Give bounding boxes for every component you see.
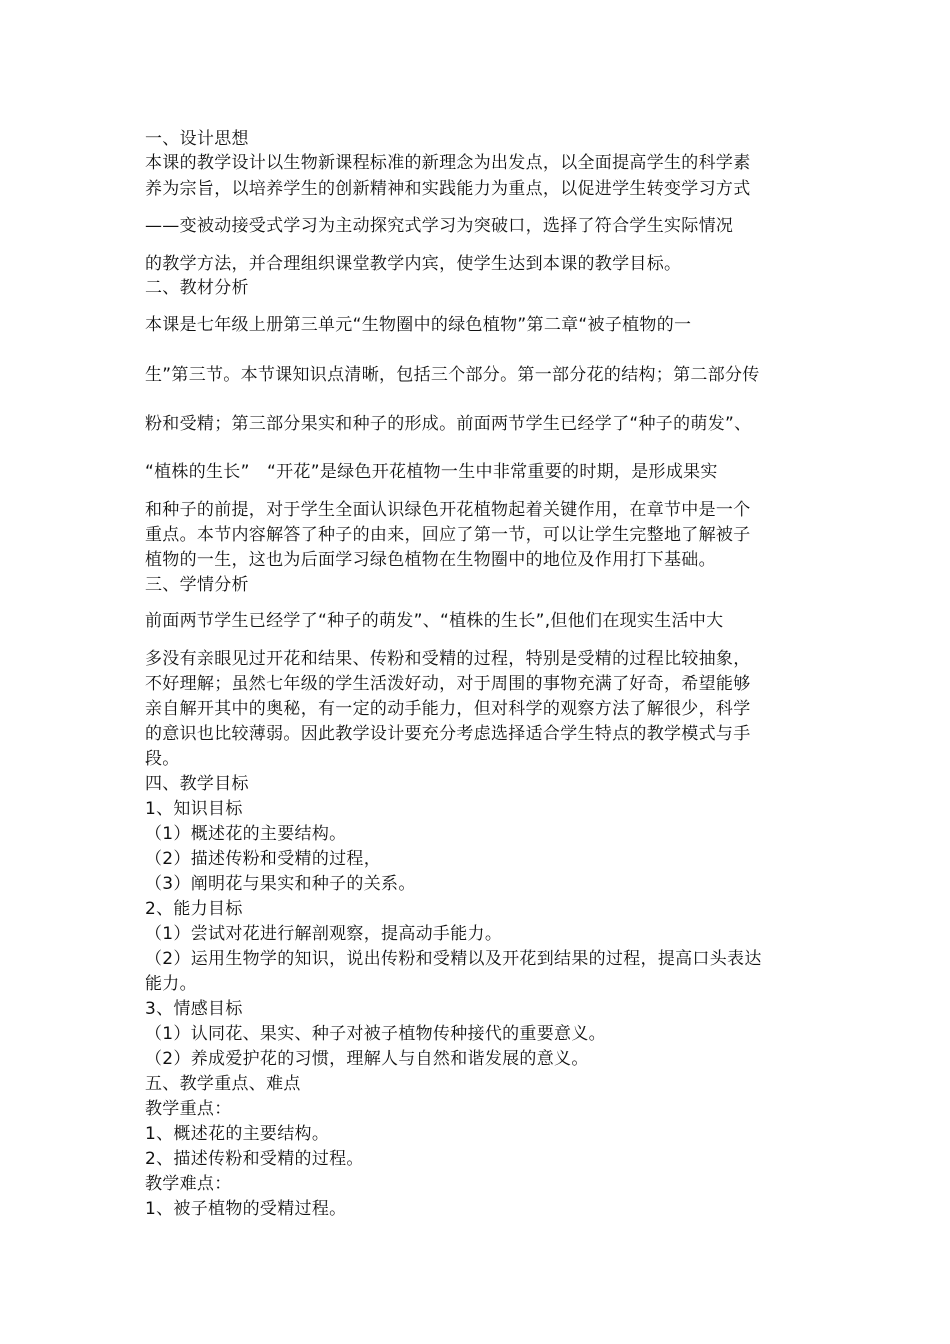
list-item: 2、描述传粉和受精的过程。 <box>145 1149 364 1169</box>
subheading-emotional-goals: 3、情感目标 <box>145 999 243 1019</box>
list-item: （1）尝试对花进行解剖观察，提高动手能力。 <box>145 924 503 944</box>
text-line: 前面两节学生已经学了“种子的萌发”、“植株的生长”,但他们在现实生活中大 <box>145 611 724 631</box>
heading-teaching-goals: 四、教学目标 <box>145 774 249 794</box>
list-item: 1、被子植物的受精过程。 <box>145 1199 347 1219</box>
text-line: 的教学方法，并合理组织课堂教学内宾，使学生达到本课的教学目标。 <box>145 254 682 274</box>
text-line: 多没有亲眼见过开花和结果、传粉和受精的过程，特别是受精的过程比较抽象， <box>145 649 751 669</box>
subheading-ability-goals: 2、能力目标 <box>145 899 243 919</box>
list-item: （1）概述花的主要结构。 <box>145 824 347 844</box>
list-item: （1）认同花、果实、种子对被子植物传种接代的重要意义。 <box>145 1024 606 1044</box>
text-line: 不好理解；虽然七年级的学生活泼好动，对于周围的事物充满了好奇，希望能够 <box>145 674 751 694</box>
list-item: 1、概述花的主要结构。 <box>145 1124 330 1144</box>
text-line: 亲自解开其中的奥秘，有一定的动手能力，但对科学的观察方法了解很少，科学 <box>145 699 751 719</box>
subheading-teaching-difficulty: 教学难点： <box>145 1174 232 1194</box>
text-line: 养为宗旨，以培养学生的创新精神和实践能力为重点，以促进学生转变学习方式 <box>145 179 751 199</box>
text-line: 重点。本节内容解答了种子的由来，回应了第一节，可以让学生完整地了解被子 <box>145 525 751 545</box>
subheading-teaching-focus: 教学重点： <box>145 1099 232 1119</box>
text-line: “植株的生长” “开花”是绿色开花植物一生中非常重要的时期，是形成果实 <box>145 462 718 482</box>
text-line: 和种子的前提，对于学生全面认识绿色开花植物起着关键作用，在章节中是一个 <box>145 500 751 520</box>
text-line: 粉和受精；第三部分果实和种子的形成。前面两节学生已经学了“种子的萌发”、 <box>145 414 752 434</box>
list-item: （3）阐明花与果实和种子的关系。 <box>145 874 416 894</box>
text-line: 本课的教学设计以生物新课程标准的新理念为出发点，以全面提高学生的科学素 <box>145 153 751 173</box>
heading-key-points: 五、教学重点、难点 <box>145 1074 301 1094</box>
text-line: 植物的一生，这也为后面学习绿色植物在生物圈中的地位及作用打下基础。 <box>145 550 716 570</box>
list-item: （2）养成爱护花的习惯，理解人与自然和谐发展的意义。 <box>145 1049 589 1069</box>
subheading-knowledge-goals: 1、知识目标 <box>145 799 243 819</box>
text-line: 能力。 <box>145 974 197 994</box>
text-line: 段。 <box>145 749 180 769</box>
text-line: 的意识也比较薄弱。因此教学设计要充分考虑选择适合学生特点的教学模式与手 <box>145 724 751 744</box>
text-line: 生”第三节。本节课知识点清晰，包括三个部分。第一部分花的结构；第二部分传 <box>145 365 760 385</box>
list-item: （2）描述传粉和受精的过程， <box>145 849 382 869</box>
text-line: 本课是七年级上册第三单元“生物圈中的绿色植物”第二章“被子植物的一 <box>145 315 692 335</box>
list-item: （2）运用生物学的知识，说出传粉和受精以及开花到结果的过程，提高口头表达 <box>145 949 762 969</box>
heading-learner-analysis: 三、学情分析 <box>145 575 249 595</box>
text-line: ——变被动接受式学习为主动探究式学习为突破口，选择了符合学生实际情况 <box>145 216 734 236</box>
heading-textbook-analysis: 二、教材分析 <box>145 278 249 298</box>
heading-design-idea: 一、设计思想 <box>145 129 249 149</box>
